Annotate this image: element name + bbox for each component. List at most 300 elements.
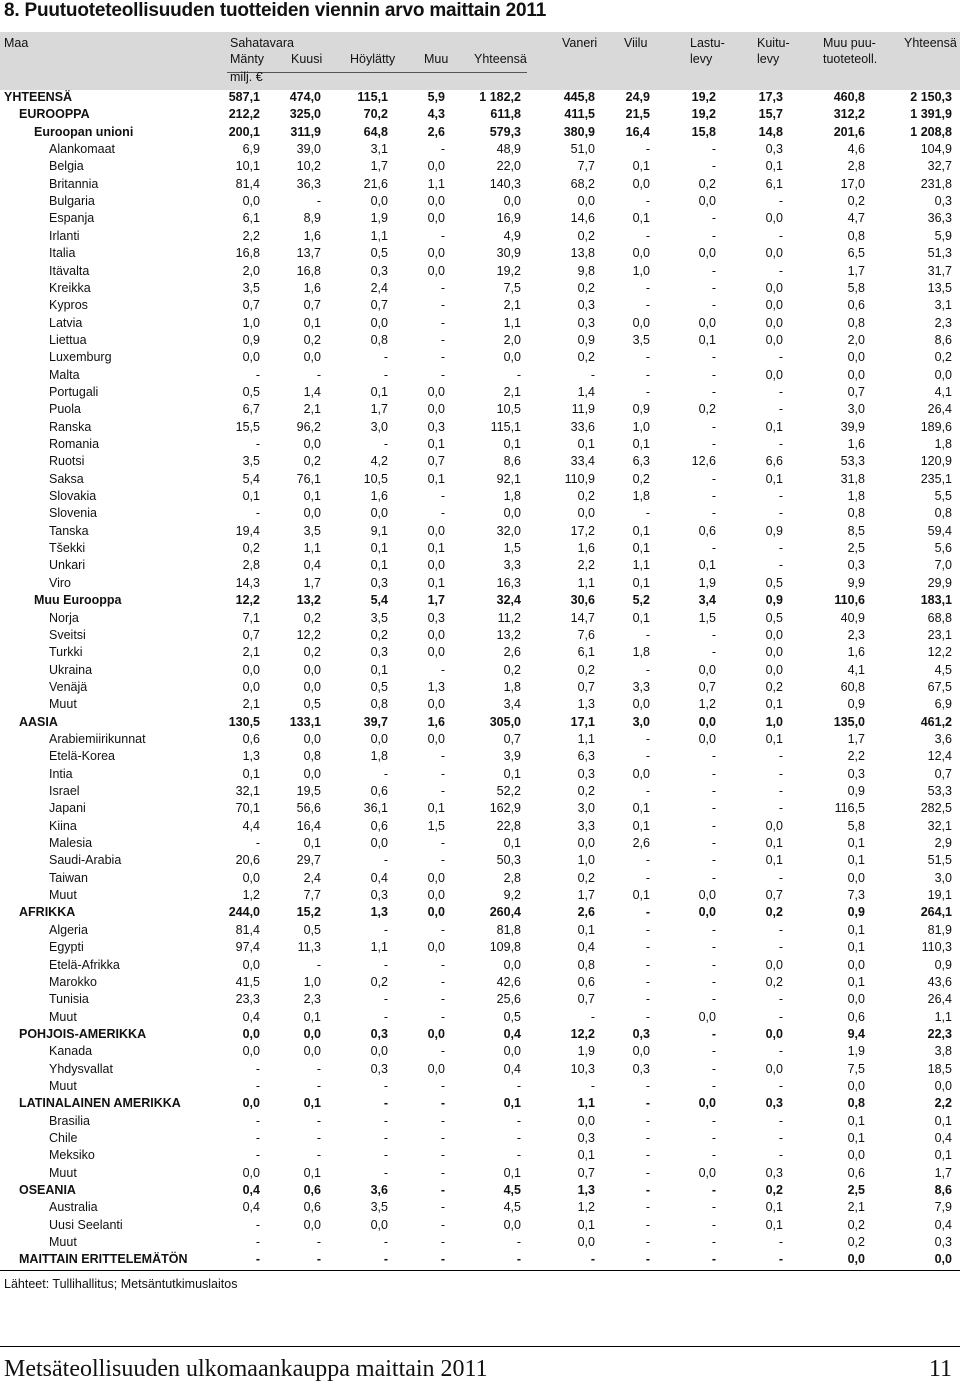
table-cell: 0,0: [698, 662, 716, 677]
table-cell: 0,0: [698, 1165, 716, 1180]
table-cell: 68,2: [570, 176, 595, 191]
table-cell: 7,6: [577, 627, 595, 642]
row-label: Itävalta: [49, 263, 90, 278]
table-cell: 23,3: [235, 992, 260, 1007]
table-cell: -: [440, 1078, 445, 1093]
row-label: Muut: [49, 1235, 77, 1250]
table-cell: 0,1: [427, 575, 445, 590]
table-cell: -: [383, 1252, 388, 1267]
table-cell: 0,4: [934, 1131, 952, 1145]
table-cell: -: [711, 471, 716, 486]
table-cell: 8,6: [934, 332, 952, 347]
table-cell: -: [590, 367, 595, 382]
table-cell: 3,1: [370, 142, 388, 157]
table-row: [0, 453, 960, 470]
table-cell: 0,2: [577, 784, 595, 798]
table-cell: 23,1: [927, 627, 952, 642]
table-cell: -: [645, 905, 650, 920]
table-cell: 2,4: [303, 870, 321, 885]
table-cell: 0,0: [698, 731, 716, 746]
table-cell: 0,3: [934, 194, 952, 209]
table-cell: 0,1: [765, 853, 783, 868]
table-cell: 0,7: [242, 627, 260, 642]
table-cell: 1,0: [577, 853, 595, 868]
table-cell: -: [440, 1113, 445, 1128]
table-cell: 380,9: [563, 124, 595, 139]
table-row: [0, 696, 960, 713]
table-cell: 5,8: [847, 818, 865, 833]
table-cell: 1,0: [632, 263, 650, 278]
table-cell: -: [645, 922, 650, 937]
table-cell: 2,6: [577, 905, 595, 920]
table-cell: 1,5: [698, 610, 716, 625]
table-cell: 16,3: [496, 575, 521, 590]
table-cell: 13,2: [496, 627, 521, 642]
row-label: Arabiemiirikunnat: [49, 731, 146, 746]
table-cell: 0,6: [847, 298, 865, 313]
table-cell: 2,2: [242, 228, 260, 243]
table-cell: 1,6: [303, 228, 321, 243]
table-cell: 0,9: [847, 905, 865, 920]
table-cell: 0,1: [847, 836, 865, 851]
table-cell: 0,6: [303, 1183, 321, 1198]
table-row: [0, 1251, 960, 1268]
table-cell: 81,4: [235, 922, 260, 937]
table-cell: 0,5: [370, 246, 388, 261]
table-cell: 18,5: [927, 1061, 952, 1076]
table-cell: 0,0: [503, 1044, 521, 1059]
row-label: Muu Eurooppa: [34, 593, 122, 608]
table-cell: 0,2: [765, 1183, 783, 1198]
table-cell: -: [645, 1148, 650, 1163]
table-cell: -: [440, 298, 445, 313]
table-cell: 15,8: [691, 124, 716, 139]
table-cell: 12,2: [570, 1026, 595, 1041]
table-row: [0, 662, 960, 679]
table-cell: 0,6: [847, 1009, 865, 1024]
table-cell: 7,3: [847, 888, 865, 903]
table-cell: 3,0: [632, 714, 650, 729]
table-cell: 1,0: [242, 315, 260, 330]
table-cell: 0,3: [370, 888, 388, 903]
table-cell: -: [778, 489, 783, 504]
row-label: Malesia: [49, 836, 93, 851]
table-cell: 0,2: [577, 228, 595, 243]
table-cell: -: [440, 367, 445, 382]
table-cell: 0,8: [847, 315, 865, 330]
table-cell: 9,8: [577, 263, 595, 278]
table-cell: 0,0: [503, 194, 521, 209]
table-cell: 0,0: [934, 367, 952, 382]
table-cell: 0,2: [698, 402, 716, 417]
row-label: Ranska: [49, 419, 92, 434]
table-cell: 0,2: [577, 662, 595, 677]
table-cell: 3,5: [303, 523, 321, 538]
table-cell: 0,1: [303, 1009, 321, 1024]
table-cell: 0,3: [577, 298, 595, 313]
table-cell: -: [440, 280, 445, 295]
table-row: [0, 89, 960, 106]
table-cell: 76,1: [296, 471, 321, 486]
table-cell: 0,1: [632, 437, 650, 451]
table-cell: -: [778, 1113, 783, 1128]
row-label: Unkari: [49, 558, 86, 573]
table-cell: -: [383, 1078, 388, 1093]
table-row: [0, 245, 960, 262]
table-cell: -: [778, 194, 783, 209]
table-cell: 2,0: [847, 332, 865, 347]
table-cell: 5,9: [427, 90, 445, 104]
table-cell: 2,3: [303, 992, 321, 1007]
table-cell: 0,2: [934, 350, 952, 365]
table-cell: 0,1: [503, 1096, 521, 1111]
table-cell: 2 150,3: [910, 90, 952, 104]
table-cell: 12,2: [296, 627, 321, 642]
table-cell: 1,0: [632, 419, 650, 434]
table-cell: 0,2: [303, 454, 321, 469]
table-cell: 0,7: [934, 766, 952, 781]
table-cell: 231,8: [920, 176, 952, 191]
table-cell: 1,3: [370, 905, 388, 920]
table-row: [0, 1234, 960, 1251]
table-cell: 325,0: [289, 107, 321, 122]
row-label: Yhdysvallat: [49, 1061, 113, 1076]
row-label: Sveitsi: [49, 627, 86, 642]
table-cell: 0,2: [577, 280, 595, 295]
table-cell: 460,8: [833, 90, 865, 104]
table-cell: 17,1: [570, 714, 595, 729]
table-cell: -: [440, 1252, 445, 1267]
table-cell: -: [711, 1131, 716, 1145]
row-label: Malta: [49, 367, 80, 382]
table-cell: 0,0: [847, 1148, 865, 1163]
table-cell: 0,6: [370, 818, 388, 833]
table-cell: 135,0: [833, 714, 865, 729]
table-cell: 0,3: [370, 1061, 388, 1076]
table-cell: 0,0: [698, 905, 716, 920]
table-cell: 183,1: [920, 593, 952, 608]
table-row: [0, 228, 960, 245]
table-cell: -: [590, 1009, 595, 1024]
table-cell: 3,5: [242, 454, 260, 469]
table-cell: 0,9: [847, 697, 865, 712]
table-cell: 3,4: [503, 697, 521, 712]
table-cell: 0,3: [765, 1165, 783, 1180]
table-cell: 0,0: [242, 1044, 260, 1059]
table-cell: 0,0: [765, 957, 783, 972]
table-cell: 0,0: [698, 1009, 716, 1024]
table-cell: 21,5: [625, 107, 650, 122]
table-row: [0, 1130, 960, 1147]
table-cell: 2,2: [934, 1096, 952, 1111]
table-cell: 189,6: [920, 419, 952, 434]
table-cell: 1,1: [503, 315, 521, 330]
table-cell: -: [255, 1235, 260, 1250]
table-cell: 0,5: [765, 610, 783, 625]
table-cell: -: [316, 1252, 321, 1267]
table-cell: -: [645, 974, 650, 989]
table-cell: -: [711, 384, 716, 399]
table-cell: -: [516, 1235, 521, 1250]
table-cell: -: [645, 957, 650, 972]
table-cell: -: [316, 1078, 321, 1093]
table-cell: 0,1: [632, 801, 650, 816]
row-label: Viro: [49, 575, 72, 590]
table-cell: 0,0: [242, 679, 260, 694]
table-bottom-rule: [0, 1270, 960, 1271]
row-label: MAITTAIN ERITTELEMÄTÖN: [19, 1252, 188, 1267]
table-cell: 130,5: [228, 714, 260, 729]
table-cell: 4,7: [847, 211, 865, 226]
table-cell: -: [645, 280, 650, 295]
table-row: [0, 540, 960, 557]
row-label: Ruotsi: [49, 454, 85, 469]
table-cell: 5,9: [934, 228, 952, 243]
table-cell: 59,4: [927, 523, 952, 538]
table-cell: -: [383, 1165, 388, 1180]
table-cell: 0,1: [303, 315, 321, 330]
table-cell: 0,0: [765, 315, 783, 330]
table-cell: -: [440, 974, 445, 989]
table-cell: 200,1: [228, 124, 260, 139]
table-cell: 2,3: [934, 315, 952, 330]
table-cell: 14,3: [235, 575, 260, 590]
table-cell: 1,6: [847, 437, 865, 451]
table-cell: 0,0: [847, 1078, 865, 1093]
table-cell: -: [778, 1131, 783, 1145]
table-cell: -: [778, 228, 783, 243]
table-cell: 260,4: [489, 905, 521, 920]
table-cell: 1,5: [427, 818, 445, 833]
table-cell: 5,2: [632, 593, 650, 608]
col-kuitulevy-2: levy: [757, 52, 780, 66]
table-cell: 0,7: [847, 384, 865, 399]
table-cell: 0,2: [765, 974, 783, 989]
table-cell: -: [316, 367, 321, 382]
table-cell: 43,6: [927, 974, 952, 989]
table-cell: 0,0: [303, 679, 321, 694]
table-cell: 0,4: [503, 1026, 521, 1041]
table-cell: 1,1: [577, 575, 595, 590]
table-cell: 1,7: [847, 731, 865, 746]
table-cell: -: [316, 1113, 321, 1128]
table-cell: 16,9: [496, 211, 521, 226]
table-cell: 39,7: [363, 714, 388, 729]
table-row: [0, 1078, 960, 1095]
table-cell: 0,1: [765, 1200, 783, 1215]
row-label: Muut: [49, 1078, 77, 1093]
table-cell: 7,5: [847, 1061, 865, 1076]
table-cell: 0,1: [503, 437, 521, 451]
table-cell: 22,8: [496, 818, 521, 833]
table-cell: 0,1: [934, 1113, 952, 1128]
table-cell: 97,4: [235, 940, 260, 955]
row-label: Brasilia: [49, 1113, 90, 1128]
table-cell: 0,1: [242, 766, 260, 781]
table-cell: 0,0: [503, 957, 521, 972]
table-cell: 12,2: [235, 593, 260, 608]
table-cell: 0,0: [427, 1026, 445, 1041]
table-cell: 0,3: [577, 1131, 595, 1145]
col-manty: Mänty: [230, 52, 265, 66]
table-row: [0, 1113, 960, 1130]
table-row: [0, 210, 960, 227]
table-cell: 1,3: [577, 697, 595, 712]
table-cell: 51,5: [927, 853, 952, 868]
row-label: Irlanti: [49, 228, 80, 243]
table-cell: -: [516, 1131, 521, 1145]
table-cell: -: [711, 159, 716, 174]
table-cell: 0,2: [577, 870, 595, 885]
table-cell: 17,0: [840, 176, 865, 191]
table-cell: 312,2: [833, 107, 865, 122]
table-cell: 1,2: [577, 1200, 595, 1215]
table-cell: -: [440, 784, 445, 798]
table-cell: 5,8: [847, 280, 865, 295]
table-cell: 12,4: [927, 749, 952, 764]
table-cell: -: [383, 350, 388, 365]
table-cell: -: [440, 749, 445, 764]
table-cell: 0,0: [503, 506, 521, 521]
table-cell: 3,0: [847, 402, 865, 417]
table-cell: 2,4: [370, 280, 388, 295]
table-cell: 579,3: [489, 124, 521, 139]
col-lastulevy-2: levy: [690, 52, 713, 66]
table-cell: 0,5: [370, 679, 388, 694]
row-label: Bulgaria: [49, 194, 95, 209]
table-cell: 0,1: [632, 523, 650, 538]
table-cell: -: [778, 870, 783, 885]
source-note: Lähteet: Tullihallitus; Metsäntutkimuslaitos: [4, 1277, 238, 1291]
row-label: Kanada: [49, 1044, 93, 1059]
table-cell: 0,0: [427, 731, 445, 746]
table-cell: 10,5: [363, 471, 388, 486]
table-cell: -: [440, 1131, 445, 1145]
table-cell: 10,5: [496, 402, 521, 417]
table-cell: 3,0: [577, 801, 595, 816]
table-cell: -: [590, 1252, 595, 1267]
table-cell: 0,1: [765, 697, 783, 712]
table-cell: 0,0: [577, 1235, 595, 1250]
table-row: [0, 106, 960, 123]
table-cell: 0,0: [242, 957, 260, 972]
table-cell: -: [778, 402, 783, 417]
table-cell: 0,0: [698, 194, 716, 209]
table-cell: 0,0: [427, 940, 445, 955]
table-cell: 0,5: [242, 384, 260, 399]
table-cell: 4,1: [847, 662, 865, 677]
table-cell: 0,0: [632, 697, 650, 712]
table-cell: 15,2: [296, 905, 321, 920]
table-cell: 1,8: [370, 749, 388, 764]
table-cell: 0,8: [577, 957, 595, 972]
row-label: Etelä-Afrikka: [49, 957, 120, 972]
table-cell: 0,0: [765, 645, 783, 660]
table-cell: -: [645, 1217, 650, 1232]
table-cell: 0,0: [427, 263, 445, 278]
row-label: Liettua: [49, 332, 87, 347]
table-cell: -: [255, 367, 260, 382]
table-cell: 212,2: [228, 107, 260, 122]
row-label: Ukraina: [49, 662, 93, 677]
table-cell: 6,6: [765, 454, 783, 469]
row-label: Portugali: [49, 384, 99, 399]
table-cell: 0,0: [765, 246, 783, 261]
table-cell: 0,1: [847, 1113, 865, 1128]
table-cell: 19,2: [496, 263, 521, 278]
table-cell: 1,2: [242, 888, 260, 903]
table-cell: 0,8: [934, 506, 952, 521]
table-cell: 0,7: [503, 731, 521, 746]
row-label: Belgia: [49, 159, 84, 174]
table-row: [0, 1147, 960, 1164]
row-label: Latvia: [49, 315, 83, 330]
table-row: [0, 870, 960, 887]
table-cell: 0,4: [934, 1217, 952, 1232]
table-cell: -: [711, 298, 716, 313]
table-cell: 3,5: [632, 332, 650, 347]
table-cell: 0,1: [577, 437, 595, 451]
table-cell: 1,8: [503, 489, 521, 504]
table-cell: 3,1: [934, 298, 952, 313]
table-cell: 0,0: [242, 662, 260, 677]
table-cell: 0,9: [577, 332, 595, 347]
table-cell: 6,9: [242, 142, 260, 157]
table-cell: 0,0: [427, 888, 445, 903]
row-label: Kiina: [49, 818, 77, 833]
table-cell: 0,0: [427, 211, 445, 226]
table-cell: -: [645, 367, 650, 382]
table-cell: 0,0: [427, 697, 445, 712]
table-cell: -: [711, 437, 716, 451]
table-cell: -: [645, 1200, 650, 1215]
table-cell: 1,1: [632, 558, 650, 573]
table-cell: 1,7: [847, 263, 865, 278]
row-label: Espanja: [49, 211, 95, 226]
table-row: [0, 852, 960, 869]
table-cell: 0,7: [577, 992, 595, 1007]
col-kuusi: Kuusi: [291, 52, 323, 66]
table-cell: 1,3: [577, 1183, 595, 1198]
table-cell: 0,2: [698, 176, 716, 191]
table-row: [0, 367, 960, 384]
table-cell: -: [440, 1183, 445, 1198]
table-cell: 0,0: [632, 315, 650, 330]
table-cell: -: [711, 419, 716, 434]
table-cell: 305,0: [489, 714, 521, 729]
row-label: Muut: [49, 1009, 77, 1024]
table-cell: -: [383, 1113, 388, 1128]
table-cell: 52,2: [496, 784, 521, 798]
table-cell: 21,6: [363, 176, 388, 191]
table-row: [0, 783, 960, 800]
table-cell: 1,9: [370, 211, 388, 226]
table-cell: 0,5: [303, 922, 321, 937]
table-row: [0, 835, 960, 852]
table-cell: 0,1: [632, 888, 650, 903]
table-cell: 29,7: [296, 853, 321, 868]
page-title: 8. Puutuoteteollisuuden tuotteiden viennin arvo maittain 2011: [4, 0, 547, 21]
table-cell: 0,0: [370, 1044, 388, 1059]
table-cell: 13,2: [296, 593, 321, 608]
table-cell: 0,0: [765, 1061, 783, 1076]
table-cell: 0,0: [577, 506, 595, 521]
table-cell: 7,0: [934, 558, 952, 573]
table-cell: 3,0: [934, 870, 952, 885]
table-cell: 0,2: [765, 905, 783, 920]
table-cell: 0,1: [765, 1217, 783, 1232]
table-cell: 0,0: [427, 384, 445, 399]
